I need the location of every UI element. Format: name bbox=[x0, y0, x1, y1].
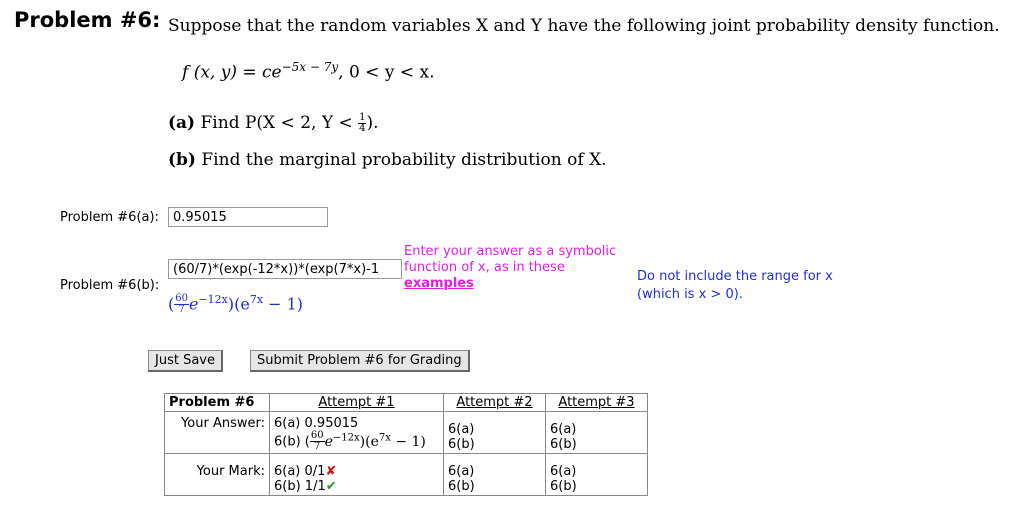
attempt-1-b-expression bbox=[310, 430, 426, 452]
attempt-1-b-mid: )(e bbox=[359, 433, 379, 450]
answer-b-preview bbox=[168, 293, 303, 315]
examples-link[interactable]: examples bbox=[404, 276, 474, 291]
part-b-text: Find the marginal probability distribution of X. bbox=[201, 150, 607, 170]
attempt-2-mark-a: 6(a) bbox=[448, 464, 475, 479]
answer-hint bbox=[404, 244, 616, 292]
your-answer-row bbox=[165, 412, 648, 454]
density-equation bbox=[182, 60, 434, 83]
mark-a-text: 6(a) 0/1 bbox=[274, 464, 326, 479]
attempt-1-b-e: e bbox=[324, 433, 333, 450]
your-mark-row bbox=[165, 454, 648, 496]
part-a-frac-den: 4 bbox=[359, 123, 366, 134]
results-header: Problem #6 bbox=[165, 394, 270, 412]
mark-b-text: 6(b) 1/1 bbox=[274, 479, 326, 494]
note-line2: (which is x > 0). bbox=[637, 287, 743, 302]
attempt-1-answer-a: 6(a) 0.95015 bbox=[274, 416, 359, 431]
part-b-question bbox=[168, 150, 607, 170]
attempt-3-mark bbox=[546, 454, 648, 496]
answer-a-label: Problem #6(a): bbox=[60, 210, 159, 225]
attempt-2-mark-b: 6(b) bbox=[448, 479, 475, 494]
part-a-question bbox=[168, 113, 379, 134]
preview-e: e bbox=[188, 294, 199, 314]
attempt-1-b-exp2: 7x bbox=[378, 431, 391, 443]
just-save-button[interactable]: Just Save bbox=[148, 350, 223, 372]
note-line1: Do not include the range for x bbox=[637, 269, 833, 284]
part-b-label: (b) bbox=[168, 150, 196, 170]
answer-a-input[interactable] bbox=[168, 207, 328, 227]
equation-tail: , 0 < y < x. bbox=[338, 62, 435, 83]
preview-open: ( bbox=[168, 294, 175, 314]
attempt-1-header: Attempt #1 bbox=[270, 394, 444, 412]
attempt-1-b-den: 7 bbox=[314, 441, 321, 452]
preview-fraction bbox=[174, 294, 189, 315]
answer-b-label: Problem #6(b): bbox=[60, 278, 160, 293]
your-mark-label: Your Mark: bbox=[165, 454, 270, 496]
attempt-2-mark bbox=[444, 454, 546, 496]
preview-close: − 1) bbox=[263, 294, 304, 314]
attempt-3-mark-a: 6(a) bbox=[550, 464, 577, 479]
preview-exp1: −12x bbox=[198, 293, 228, 306]
attempt-2-answer-b: 6(b) bbox=[448, 437, 475, 452]
attempt-1-b-num: 60 bbox=[310, 430, 324, 441]
attempt-3-answer-a: 6(a) bbox=[550, 422, 577, 437]
answer-b-input[interactable] bbox=[168, 259, 402, 279]
preview-exp2: 7x bbox=[249, 293, 264, 306]
attempt-3-mark-b: 6(b) bbox=[550, 479, 577, 494]
attempt-2-answer-a: 6(a) bbox=[448, 422, 475, 437]
attempt-1-answer bbox=[270, 412, 444, 454]
attempt-1-mark-a bbox=[274, 464, 439, 479]
attempt-1-answer-b bbox=[274, 431, 439, 452]
problem-intro: Suppose that the random variables X and Y have the following joint probability density function. bbox=[168, 16, 1000, 36]
part-a-label: (a) bbox=[168, 113, 196, 133]
submit-button[interactable]: Submit Problem #6 for Grading bbox=[250, 350, 470, 372]
part-a-close: ). bbox=[366, 113, 379, 133]
wrong-icon: ✘ bbox=[325, 464, 337, 479]
part-a-text: Find P(X < 2, Y < bbox=[200, 113, 359, 133]
preview-mid: )(e bbox=[227, 294, 250, 314]
hint-line2: function of x, as in these bbox=[404, 260, 565, 275]
problem-title: Problem #6: bbox=[14, 8, 161, 32]
attempt-3-header: Attempt #3 bbox=[546, 394, 648, 412]
results-table bbox=[164, 393, 648, 496]
your-answer-label: Your Answer: bbox=[165, 412, 270, 454]
attempt-1-mark bbox=[270, 454, 444, 496]
attempt-1-mark-b bbox=[274, 479, 439, 494]
attempt-2-answer bbox=[444, 412, 546, 454]
attempt-1-b-fraction bbox=[310, 431, 325, 452]
preview-num: 60 bbox=[175, 293, 188, 305]
range-note bbox=[637, 268, 833, 304]
attempt-1-b-prefix: 6(b) ( bbox=[274, 434, 310, 450]
attempt-3-answer-b: 6(b) bbox=[550, 437, 577, 452]
equation-exponent: −5x − 7y bbox=[281, 60, 339, 74]
results-header-row bbox=[165, 394, 648, 412]
attempt-1-b-exp1: −12x bbox=[332, 431, 360, 443]
equation-main: f (x, y) = ce bbox=[182, 62, 282, 83]
preview-den: 7 bbox=[178, 304, 185, 316]
check-icon: ✔ bbox=[325, 479, 337, 494]
hint-line1: Enter your answer as a symbolic bbox=[404, 244, 617, 259]
part-a-frac-num: 1 bbox=[359, 112, 366, 123]
attempt-2-header: Attempt #2 bbox=[444, 394, 546, 412]
attempt-1-b-close: − 1) bbox=[390, 433, 426, 450]
attempt-3-answer bbox=[546, 412, 648, 454]
